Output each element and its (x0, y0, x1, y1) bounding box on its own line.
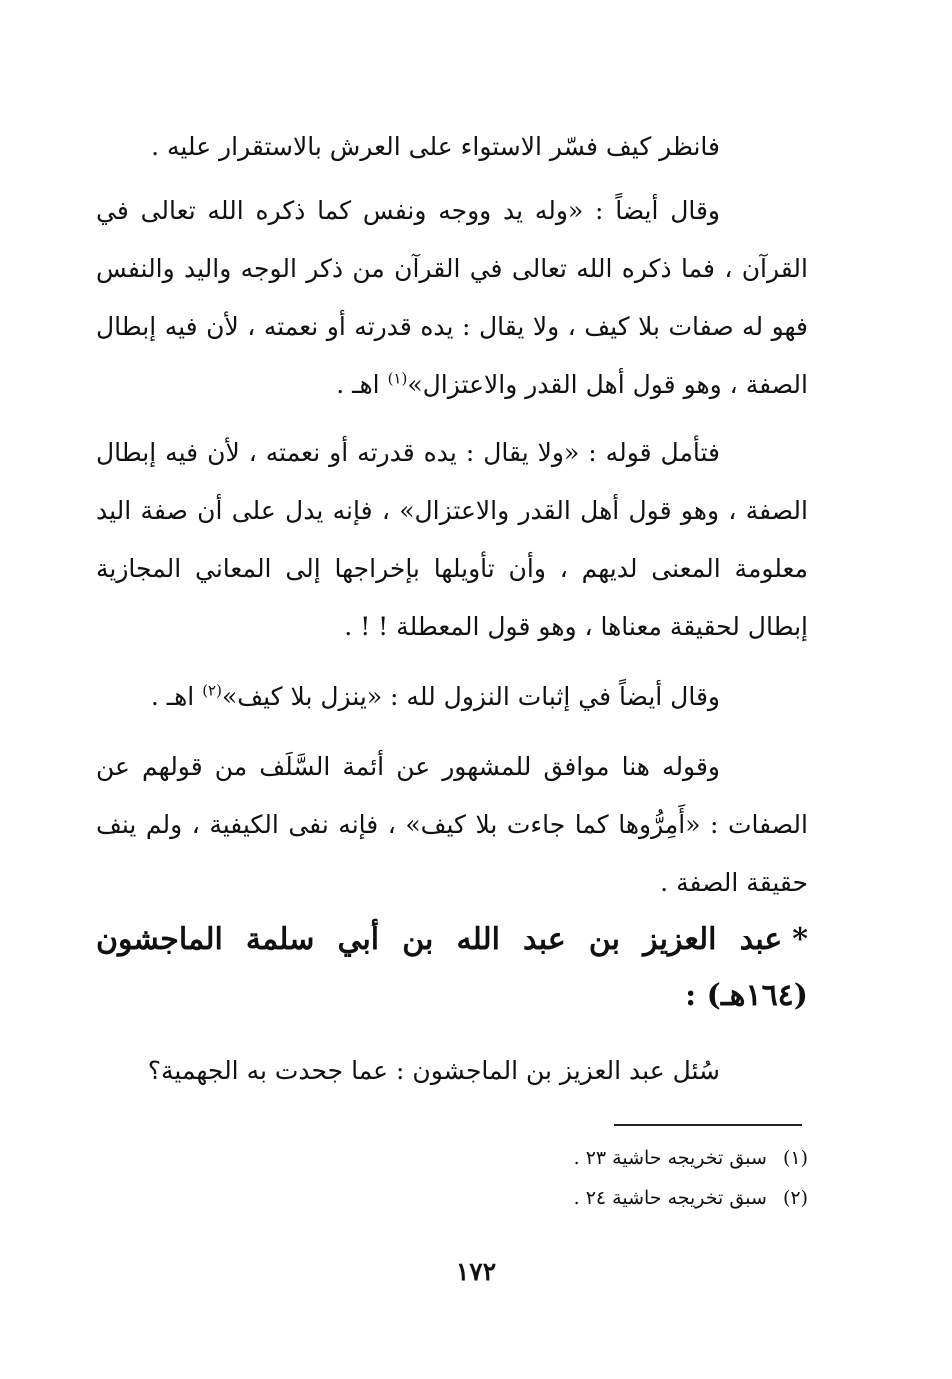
paragraph-5: وقوله هنا موافق للمشهور عن أئمة السَّلَف من قولهم عن الصفات : «أَمِرُّوها كما جاءت بلا كيف» ، فإنه نفى الكيفية ، ولم ينف حقيقة الصفة . (96, 752, 808, 897)
paragraph-2: وقال أيضاً : «وله يد ووجه ونفس كما ذكره الله تعالى في القرآن ، فما ذكره الله تعالى في القرآن من ذكر الوجه واليد والنفس فهو له صفات بلا كيف ، ولا يقال : يده قدرته أو نعمته ، لأن فيه إبطال الصفة ، وهو قول أهل القدر والاعتزال»$^{(١)}$ اهـ . (96, 196, 808, 399)
paragraph-1: فانظر كيف فسّر الاستواء على العرش بالاستقرار عليه . (151, 132, 720, 161)
question-paragraph: سُئل عبد العزيز بن الماجشون : عما جحدت به الجهمية؟ (147, 1056, 720, 1085)
bullet-star: * (792, 922, 808, 957)
paragraph-3: فتأمل قوله : «ولا يقال : يده قدرته أو نعمته ، لأن فيه إبطال الصفة ، وهو قول أهل القدر والاعتزال» ، فإنه يدل على أن صفة اليد معلومة المعنى لديهم ، وأن تأويلها بإخراجها إلى المعاني المجازية إبطال لحقيقة معناها ، وهو قول المعطلة ! ! . (96, 438, 808, 641)
footnote-number: (٢) (782, 1187, 808, 1209)
footnote-item (388, 1178, 808, 1218)
footnote-item (388, 1138, 808, 1178)
footnotes (388, 1138, 808, 1218)
end-marker: اهـ . (336, 370, 380, 399)
page-number: ١٧٢ (455, 1257, 497, 1286)
footnote-text: سبق تخريجه حاشية ٢٤ . (573, 1187, 767, 1209)
section-heading (96, 912, 808, 1024)
end-marker: اهـ . (150, 682, 195, 711)
heading-text: عبد العزيز بن عبد الله بن أبي سلمة الماجشون (١٦٤هـ) : (96, 922, 808, 1013)
footnote-number: (١) (782, 1147, 808, 1169)
footnote-marker-2: (٢) (202, 681, 222, 700)
footnote-marker-1: (١) (387, 369, 408, 388)
footnote-separator (614, 1124, 802, 1126)
footnote-text: سبق تخريجه حاشية ٢٣ . (573, 1147, 767, 1169)
page-body (96, 118, 808, 1100)
paragraph-4: وقال أيضاً في إثبات النزول لله : «ينزل بلا كيف»$^{(٢)}$ اهـ . (150, 681, 720, 711)
